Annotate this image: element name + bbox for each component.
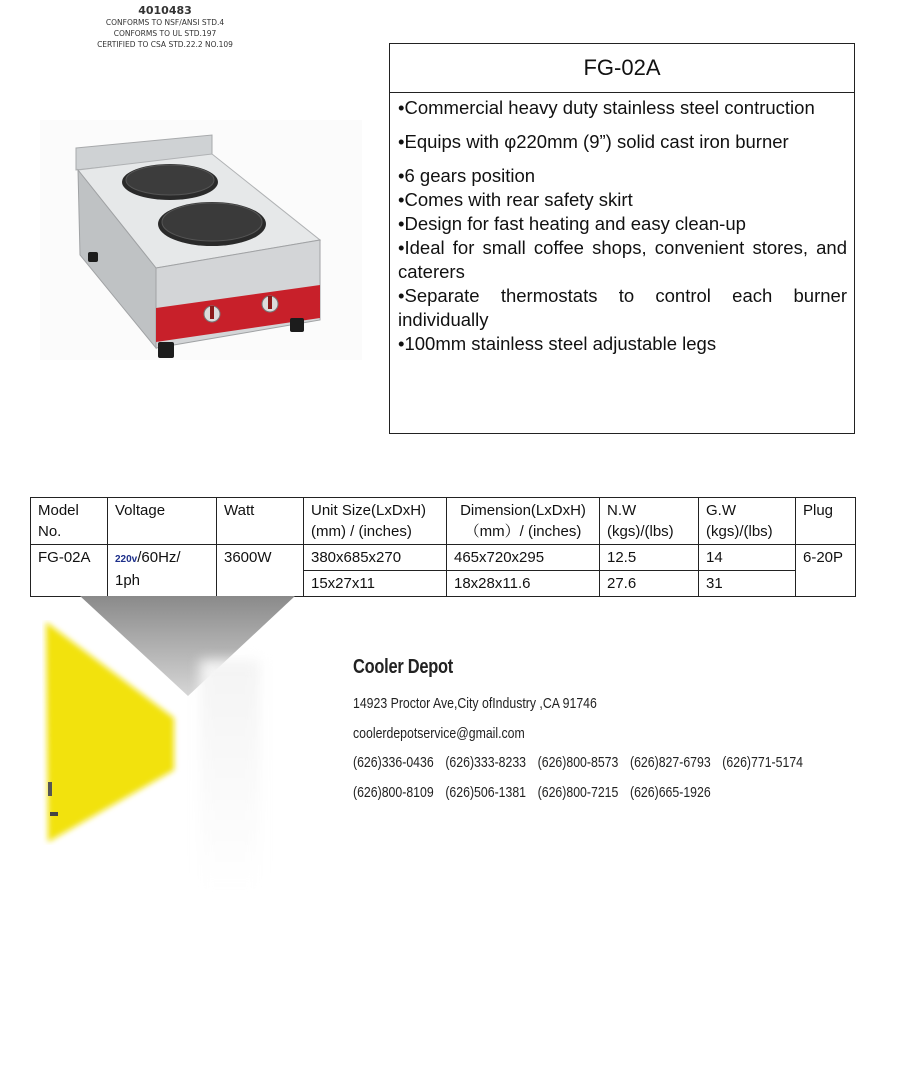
table-header-row	[31, 498, 856, 545]
product-image	[40, 120, 362, 360]
certification-number: 4010483	[138, 4, 192, 17]
certification-line: CERTIFIED TO CSA STD.22.2 NO.109	[97, 40, 233, 49]
address: 14923 Proctor Ave,City ofIndustry ,CA 91746	[353, 695, 597, 712]
company-name: Cooler Depot	[353, 656, 454, 678]
cell-nw-kg: 12.5	[600, 545, 699, 571]
header-dimension: Dimension(LxDxH) （mm）/ (inches)	[447, 498, 600, 545]
faded-graphic	[200, 660, 260, 890]
feature-item: • Ideal for small coffee shops, convenient stores, and caterers	[398, 236, 847, 284]
phone-row	[353, 778, 811, 808]
certification-block	[60, 0, 270, 50]
phone-number: (626)827-6793	[629, 754, 711, 771]
cell-dim-mm: 465x720x295	[447, 545, 600, 571]
phone-number: (626)506-1381	[445, 783, 527, 801]
cell-gw-lb: 31	[699, 571, 796, 597]
header-plug: Plug	[796, 498, 856, 545]
phone-number: (626)336-0436	[353, 754, 434, 771]
table-row	[31, 545, 856, 571]
contact-block	[353, 656, 912, 807]
yellow-logo-graphic	[42, 620, 182, 845]
email: coolerdepotservice@gmail.com	[353, 724, 525, 742]
header-gw: G.W (kgs)/(lbs)	[699, 498, 796, 545]
spec-box	[389, 43, 855, 434]
voltage-prefix: 220v	[115, 554, 138, 565]
phone-number: (626)800-8109	[353, 783, 434, 801]
phone-number: (626)800-8573	[537, 754, 619, 771]
header-voltage: Voltage	[108, 498, 217, 545]
phone-number: (626)665-1926	[629, 783, 711, 801]
header-watt: Watt	[217, 498, 304, 545]
feature-item: • Equips with φ220mm (9”) solid cast iron burner	[398, 130, 847, 154]
phone-number: (626)800-7215	[537, 783, 619, 801]
header-unit-size: Unit Size(LxDxH) (mm) / (inches)	[304, 498, 447, 545]
cell-dim-in: 18x28x11.6	[447, 571, 600, 597]
feature-item: • Commercial heavy duty stainless steel contruction	[398, 96, 847, 120]
feature-item: • 6 gears position	[398, 164, 847, 188]
feature-list	[390, 93, 854, 356]
spec-table	[30, 497, 856, 597]
cell-unit-mm: 380x685x270	[304, 545, 447, 571]
voltage-rest: /60Hz/ 1ph	[115, 549, 181, 589]
feature-item: • Comes with rear safety skirt	[398, 188, 847, 212]
cell-watt: 3600W	[217, 545, 304, 597]
phone-number: (626)771-5174	[722, 754, 804, 771]
feature-item: • 100mm stainless steel adjustable legs	[398, 332, 847, 356]
cell-unit-in: 15x27x11	[304, 571, 447, 597]
header-nw: N.W (kgs)/(lbs)	[600, 498, 699, 545]
phone-number: (626)333-8233	[445, 754, 527, 771]
header-model: Model No.	[31, 498, 108, 545]
cell-model: FG-02A	[31, 545, 108, 597]
phone-row	[353, 748, 811, 778]
certification-line: CONFORMS TO NSF/ANSI STD.4	[105, 18, 225, 27]
cell-nw-lb: 27.6	[600, 571, 699, 597]
feature-item: • Separate thermostats to control each burner individually	[398, 284, 847, 332]
cell-voltage	[108, 545, 217, 597]
cell-gw-kg: 14	[699, 545, 796, 571]
hot-plate-illustration	[40, 120, 362, 360]
model-title: FG-02A	[390, 44, 854, 93]
cell-plug: 6-20P	[796, 545, 856, 597]
certification-line: CONFORMS TO UL STD.197	[113, 29, 217, 38]
feature-item: • Design for fast heating and easy clean-up	[398, 212, 847, 236]
